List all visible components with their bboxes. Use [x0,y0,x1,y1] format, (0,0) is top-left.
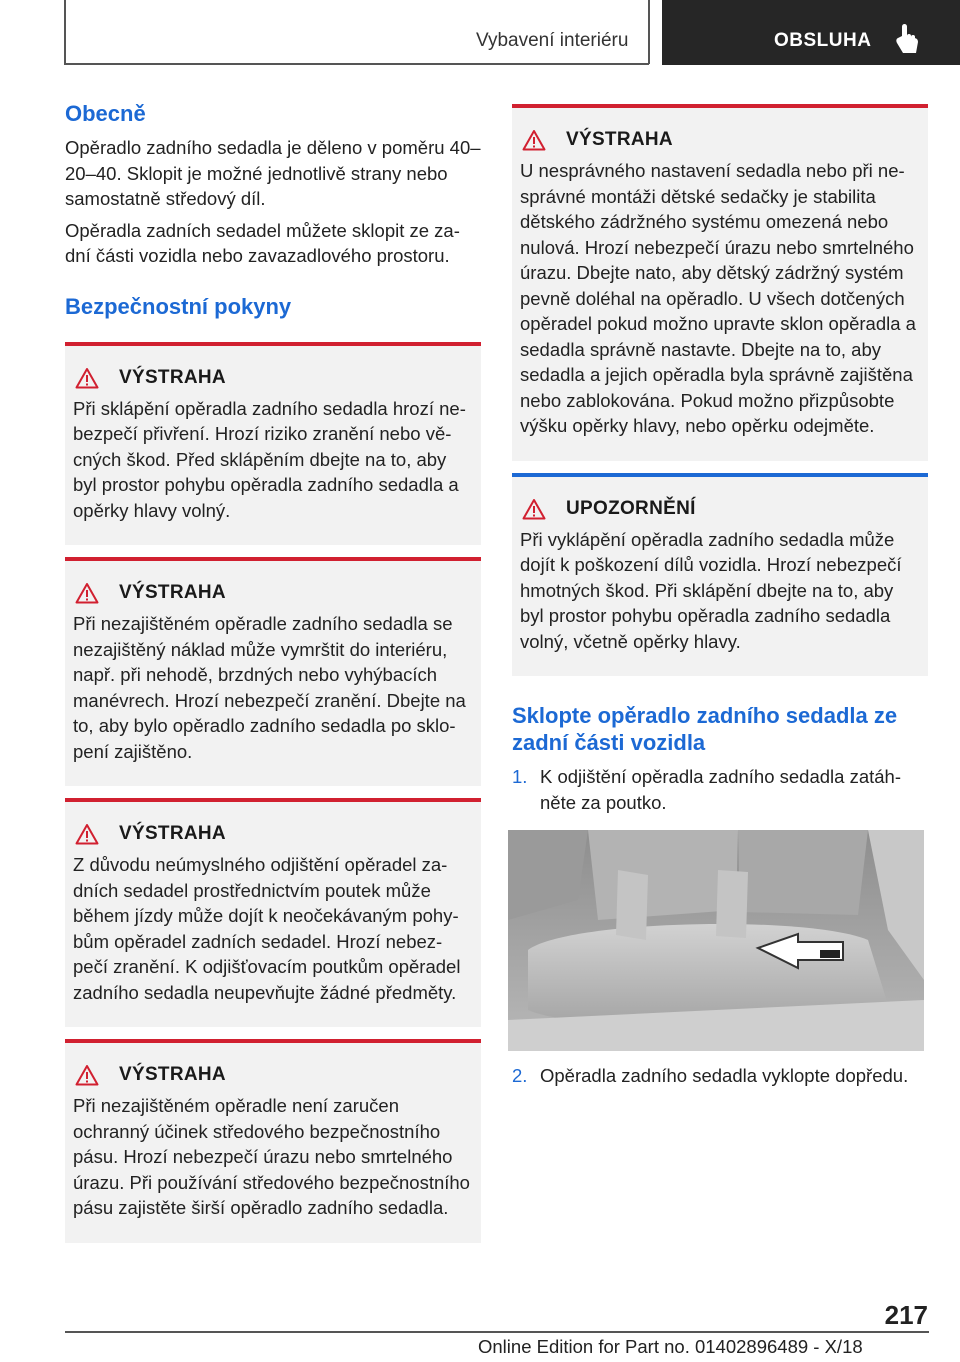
warning-box-3 [65,798,481,1027]
warning-text: Při sklápění opěradla zadního sedadla hrozí ne-bezpečí přivření. Hrozí riziko zranění nebo vě-cných škod. Před sklápěním dbejte na to, aby byl prostor pohybu opěradla zadního sedadla a opěrky hlavy volný. [73,397,466,521]
step-text: Opěradla zadního sedadla vyklopte dopředu. [540,1065,909,1086]
paragraph-general-2: Opěradla zadních sedadel můžete sklopit ze za-dní části vozidla nebo zavazadlového prostoru. [65,219,460,266]
warning-triangle-icon [75,1064,99,1086]
footer-rule [65,1331,929,1333]
heading-safety: Bezpečnostní pokyny [65,293,292,319]
warning-triangle-icon [75,823,99,845]
notice-title: UPOZORNĚNÍ [566,497,696,519]
step-2 [512,1063,928,1089]
header-tab-label: OBSLUHA [774,30,872,51]
seat-illustration [508,830,924,1051]
warning-triangle-icon [75,367,99,389]
warning-title: VÝSTRAHA [119,366,226,388]
warning-text: U nesprávného nastavení sedadla nebo při ne-správné montáži dětské sedačky je stabilita dětského zádržného systému omezená nebo nulová. Hrozí nebezpečí úrazu nebo smrtelného úrazu. Dbejte nato, aby dětský zádržný systém pevně doléhal na opěradlo. U všech dotčených opěradel pokud možno upravte sklon opěradla a sedadla správně nastavte. Dbejte na to, aby sedadla a jejich opěradla byla správně zajištěna nebo zablokována. Pokud možno přizpůsobte výšku opěrky hlavy, nebo opěrku odejměte. [520,160,916,436]
warning-title: VÝSTRAHA [119,1064,226,1085]
notice-text: Při vyklápění opěradla zadního sedadla může dojít k poškození dílů vozidla. Hrozí nebezpečí hmotných škod. Při sklápění dbejte na to, aby byl prostor pohybu opěradla zadního sedadla volný, včetně opěrky hlavy. [520,528,902,652]
notice-box [512,473,928,677]
right-column [512,104,928,815]
header-tab [662,0,960,65]
warning-triangle-icon [75,582,99,604]
warning-box-4 [65,1039,481,1243]
touch-hand-icon [894,22,920,56]
warning-title: VÝSTRAHA [566,129,673,150]
warning-title: VÝSTRAHA [119,582,226,603]
warning-text: Při nezajištěném opěradle není zaručen ochranný účinek středového bezpečnostního pásu. Hrozí nebezpečí úrazu nebo smrtelného úrazu. Při používání středového bezpečnostního pásu zajistěte širší opěradlo zadního sedadla. [73,1095,470,1218]
seat-photo [508,830,924,1051]
warning-box-child-seat [512,104,928,461]
header-rule-bottom [64,63,649,65]
left-column [65,100,481,1243]
header-rule-left [64,0,66,64]
warning-box-1 [65,342,481,546]
heading-general: Obecně [65,101,146,126]
warning-box-2 [65,557,481,786]
header-section-title: Vybavení interiéru [476,30,629,51]
step-number: 2. [512,1065,528,1086]
step-number: 1. [512,766,528,787]
step-text: K odjištění opěradla zadního sedadla zatáh-něte za poutko. [540,766,902,813]
warning-triangle-icon [522,129,546,151]
notice-triangle-icon [522,498,546,520]
step-1 [512,764,928,815]
header-rule-right [648,0,650,64]
warning-text: Z důvodu neúmyslného odjištění opěradel za-dních sedadel prostřednictvím poutek může během jízdy může dojít k neočekávaným pohy-bům opěradel zadních sedadel. Hrozí nebez-pečí zranění. K odjišťovacím poutkům opěradel zadního sedadla neupevňujte žádné předměty. [73,854,461,1003]
heading-fold-from-rear: Sklopte opěradlo zadního sedadla ze zadní části vozidla [512,703,898,755]
warning-title: VÝSTRAHA [119,823,226,844]
footer-edition: Online Edition for Part no. 01402896489 - X/18 [478,1336,863,1357]
warning-text: Při nezajištěném opěradle zadního sedadla se nezajištěný náklad může vymrštit do interiéru, např. při nehodě, brzdných nebo vyhýbacích manévrech. Hrozí nebezpečí zranění. Dbejte na to, aby bylo opěradlo zadního sedadla po sklo-pení zajištěno. [73,613,466,762]
page-number: 217 [884,1300,928,1330]
paragraph-general-1: Opěradlo zadního sedadla je děleno v poměru 40–20–40. Sklopit je možné jednotlivě strany nebo samostatně středový díl. [65,137,481,209]
